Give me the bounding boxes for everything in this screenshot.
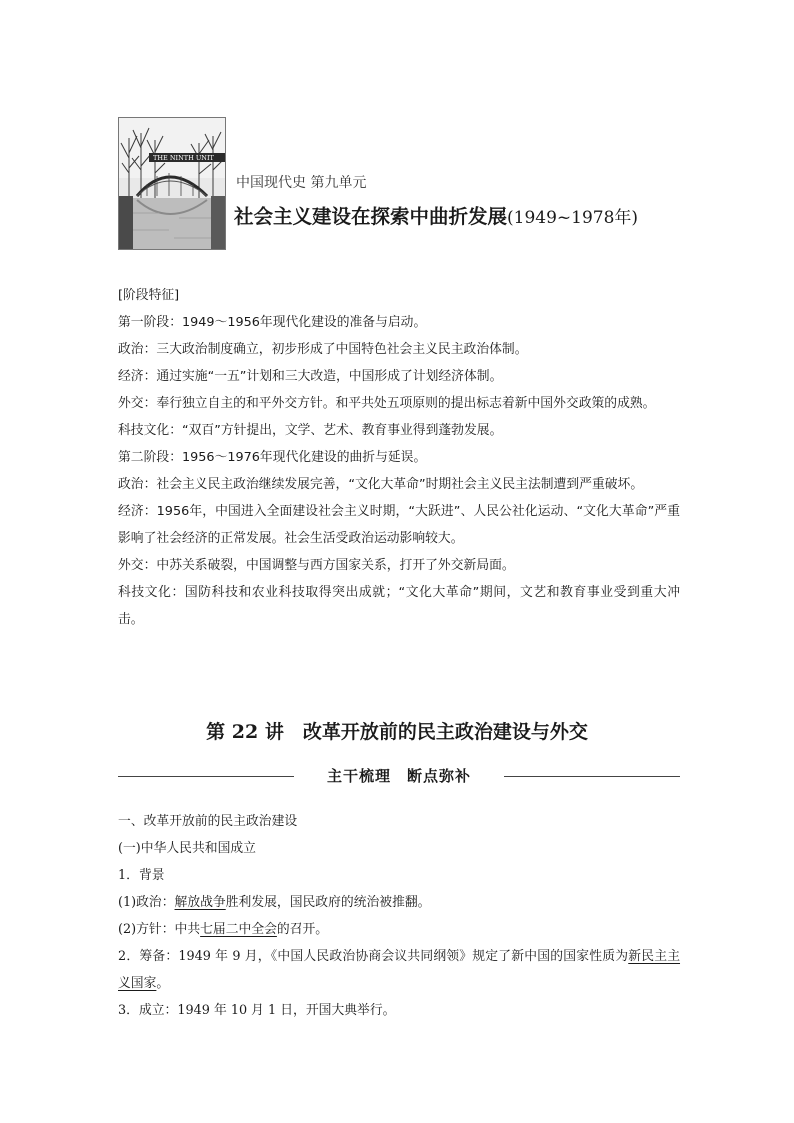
underlined-term: 七届二中全会: [200, 922, 277, 937]
part-heading: 一、改革开放前的民主政治建设: [118, 814, 298, 829]
item-background-politics: [118, 889, 680, 916]
overview-heading: [阶段特征]: [118, 288, 180, 303]
unit-title-main: 社会主义建设在探索中曲折发展: [234, 205, 508, 228]
item-text: (1)政治：: [118, 895, 175, 910]
unit-cover-photo: [118, 117, 226, 250]
item-text: 的召开。: [276, 922, 329, 937]
stage2-diplomacy: 外交：中苏关系破裂，中国调整与西方国家关系，打开了外交新局面。: [118, 558, 515, 573]
section-divider: [118, 762, 680, 792]
lesson-content: [118, 808, 680, 1024]
item-text: 2．筹备：1949 年 9 月，《中国人民政治协商会议共同纲领》规定了新中国的国家性质为: [118, 949, 629, 964]
item-founding: 3．成立：1949 年 10 月 1 日，开国大典举行。: [118, 1003, 396, 1018]
stage1-politics: 政治：三大政治制度确立，初步形成了中国特色社会主义民主政治体制。: [118, 342, 528, 357]
underlined-term: 解放战争: [174, 895, 226, 910]
stage1-economy: 经济：通过实施“一五”计划和三大改造，中国形成了计划经济体制。: [118, 369, 503, 384]
stage1-intro: 第一阶段：1949～1956年现代化建设的准备与启动。: [118, 315, 427, 330]
photo-caption: THE NINTH UNIT: [153, 154, 214, 162]
unit-title-years: (1949~1978年): [507, 208, 639, 228]
stage2-economy: 经济：1956年，中国进入全面建设社会主义时期，“大跃进”、人民公社化运动、“文化大革命”严重影响了社会经济的正常发展。社会生活受政治运动影响较大。: [118, 504, 680, 546]
item-text: 。: [156, 976, 170, 991]
lesson-title: 第 22 讲 改革开放前的民主政治建设与外交: [206, 721, 588, 743]
underlined-term: 新民主主义国家: [118, 949, 681, 991]
subsection-heading: (一)中华人民共和国成立: [118, 841, 256, 856]
unit-title: [234, 201, 638, 229]
stage1-diplomacy: 外交：奉行独立自主的和平外交方针。和平共处五项原则的提出标志着新中国外交政策的成熟。: [118, 396, 656, 411]
stage2-culture: 科技文化：国防科技和农业科技取得突出成就；“文化大革命”期间，文艺和教育事业受到重大冲击。: [118, 585, 680, 627]
stage2-politics: 政治：社会主义民主政治继续发展完善，“文化大革命”时期社会主义民主法制遭到严重破坏。: [118, 477, 644, 492]
unit-subtitle: 中国现代史 第九单元: [236, 175, 367, 191]
item-text: 胜利发展，国民政府的统治被推翻。: [225, 895, 431, 910]
stage1-culture: 科技文化：“双百”方针提出，文学、艺术、教育事业得到蓬勃发展。: [118, 423, 503, 438]
item-background-policy: [118, 916, 680, 943]
bridge-photo-illustration: [119, 118, 225, 249]
divider-line-right: [504, 776, 680, 777]
stage-overview: [118, 282, 680, 633]
stage2-intro: 第二阶段：1956～1976年现代化建设的曲折与延误。: [118, 450, 427, 465]
item-text: (2)方针：中共: [118, 922, 201, 937]
item-preparation: [118, 943, 680, 997]
item-background: 1．背景: [118, 868, 165, 883]
section-banner: 主干梳理 断点弥补: [326, 767, 471, 785]
